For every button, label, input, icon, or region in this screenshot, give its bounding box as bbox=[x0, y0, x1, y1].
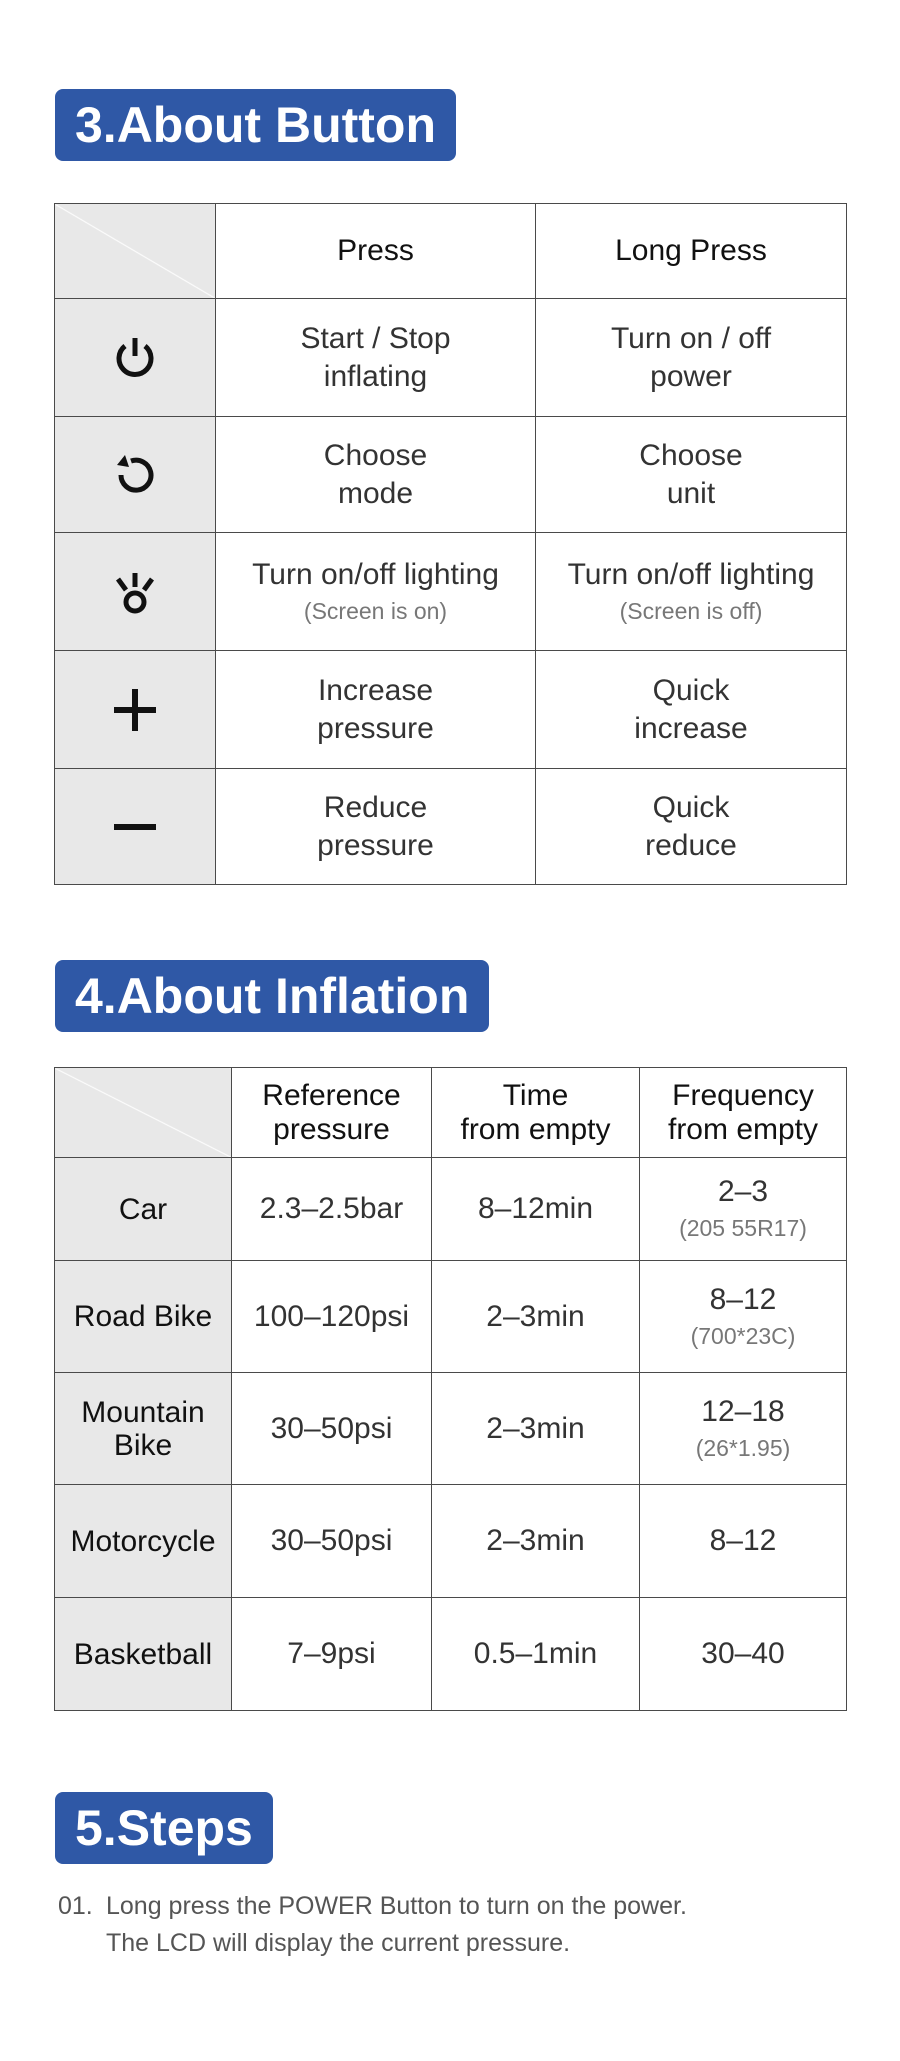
column-header-frequency-2: from empty bbox=[667, 1112, 819, 1146]
table-row bbox=[55, 769, 847, 885]
frequency-value: 8–12 bbox=[709, 1282, 777, 1316]
column-header-press: Press bbox=[216, 204, 536, 299]
long-press-line-1: Choose bbox=[639, 438, 743, 472]
minus-icon bbox=[55, 769, 216, 885]
row-label: Motorcycle bbox=[55, 1485, 232, 1598]
row-label-2: Bike bbox=[113, 1428, 173, 1462]
frequency-value: 30–40 bbox=[640, 1598, 847, 1711]
frequency-note: (700*23C) bbox=[690, 1322, 796, 1349]
table-row bbox=[55, 1158, 847, 1261]
table-row bbox=[55, 299, 847, 417]
row-label: Car bbox=[55, 1158, 232, 1261]
time-cell: 2–3min bbox=[432, 1373, 640, 1485]
table-row bbox=[55, 533, 847, 651]
long-press-line-2: power bbox=[650, 359, 732, 393]
table-row bbox=[55, 1598, 847, 1711]
time-cell: 2–3min bbox=[432, 1261, 640, 1373]
long-press-line-1: Turn on/off lighting bbox=[567, 557, 815, 591]
plus-icon bbox=[55, 651, 216, 769]
row-label-1: Mountain bbox=[81, 1395, 205, 1429]
pressure-cell: 2.3–2.5bar bbox=[232, 1158, 432, 1261]
press-line-2: mode bbox=[337, 476, 414, 510]
column-header-time-2: from empty bbox=[460, 1112, 611, 1146]
time-cell: 0.5–1min bbox=[432, 1598, 640, 1711]
section-heading-inflation: 4.About Inflation bbox=[55, 960, 489, 1032]
press-line-2: inflating bbox=[323, 359, 428, 393]
frequency-value: 2–3 bbox=[717, 1175, 769, 1208]
column-header-pressure-2: pressure bbox=[273, 1112, 390, 1146]
long-press-note: (Screen is off) bbox=[619, 597, 763, 624]
light-icon bbox=[55, 533, 216, 651]
table-row bbox=[55, 1485, 847, 1598]
pressure-cell: 7–9psi bbox=[232, 1598, 432, 1711]
time-cell: 8–12min bbox=[432, 1158, 640, 1261]
column-header-long-press: Long Press bbox=[536, 204, 847, 299]
frequency-value: 8–12 bbox=[640, 1485, 847, 1598]
steps-list bbox=[58, 1888, 858, 1962]
column-header-time-1: Time bbox=[502, 1078, 569, 1112]
pressure-cell: 100–120psi bbox=[232, 1261, 432, 1373]
time-cell: 2–3min bbox=[432, 1485, 640, 1598]
press-line-1: Reduce bbox=[323, 790, 428, 824]
mode-cycle-icon bbox=[55, 417, 216, 533]
press-line-1: Choose bbox=[323, 438, 428, 472]
press-line-1: Increase bbox=[317, 673, 434, 707]
button-table bbox=[54, 203, 847, 885]
step-line-2: The LCD will display the current pressure. bbox=[106, 1929, 571, 1957]
table-row bbox=[55, 651, 847, 769]
frequency-note: (205 55R17) bbox=[679, 1215, 807, 1241]
pressure-cell: 30–50psi bbox=[232, 1373, 432, 1485]
press-note: (Screen is on) bbox=[303, 597, 448, 624]
step-number: 01. bbox=[58, 1892, 93, 1920]
table-row bbox=[55, 417, 847, 533]
step-line-1: Long press the POWER Button to turn on the power. bbox=[106, 1892, 687, 1920]
frequency-note: (26*1.95) bbox=[695, 1434, 791, 1461]
inflation-table bbox=[54, 1067, 847, 1711]
table-row bbox=[55, 1261, 847, 1373]
long-press-line-1: Quick bbox=[652, 790, 730, 824]
press-line-1: Turn on/off lighting bbox=[252, 557, 499, 591]
table-corner-cell bbox=[55, 204, 216, 299]
frequency-value: 12–18 bbox=[701, 1394, 785, 1428]
row-label: Basketball bbox=[55, 1598, 232, 1711]
column-header-frequency-1: Frequency bbox=[672, 1078, 814, 1112]
press-line-1: Start / Stop bbox=[300, 321, 451, 355]
press-line-2: pressure bbox=[317, 828, 434, 862]
long-press-line-2: increase bbox=[634, 711, 748, 745]
power-icon bbox=[55, 299, 216, 417]
long-press-line-1: Turn on / off bbox=[610, 321, 772, 355]
section-heading-button: 3.About Button bbox=[55, 89, 456, 161]
table-corner-cell bbox=[55, 1068, 232, 1158]
long-press-line-2: unit bbox=[666, 476, 716, 510]
press-line-2: pressure bbox=[317, 711, 434, 745]
row-label: Road Bike bbox=[55, 1261, 232, 1373]
step-item bbox=[58, 1888, 858, 1962]
pressure-cell: 30–50psi bbox=[232, 1485, 432, 1598]
long-press-line-1: Quick bbox=[652, 673, 730, 707]
table-row bbox=[55, 1373, 847, 1485]
long-press-line-2: reduce bbox=[645, 828, 737, 862]
section-heading-steps: 5.Steps bbox=[55, 1792, 273, 1864]
column-header-pressure-1: Reference bbox=[262, 1078, 401, 1112]
